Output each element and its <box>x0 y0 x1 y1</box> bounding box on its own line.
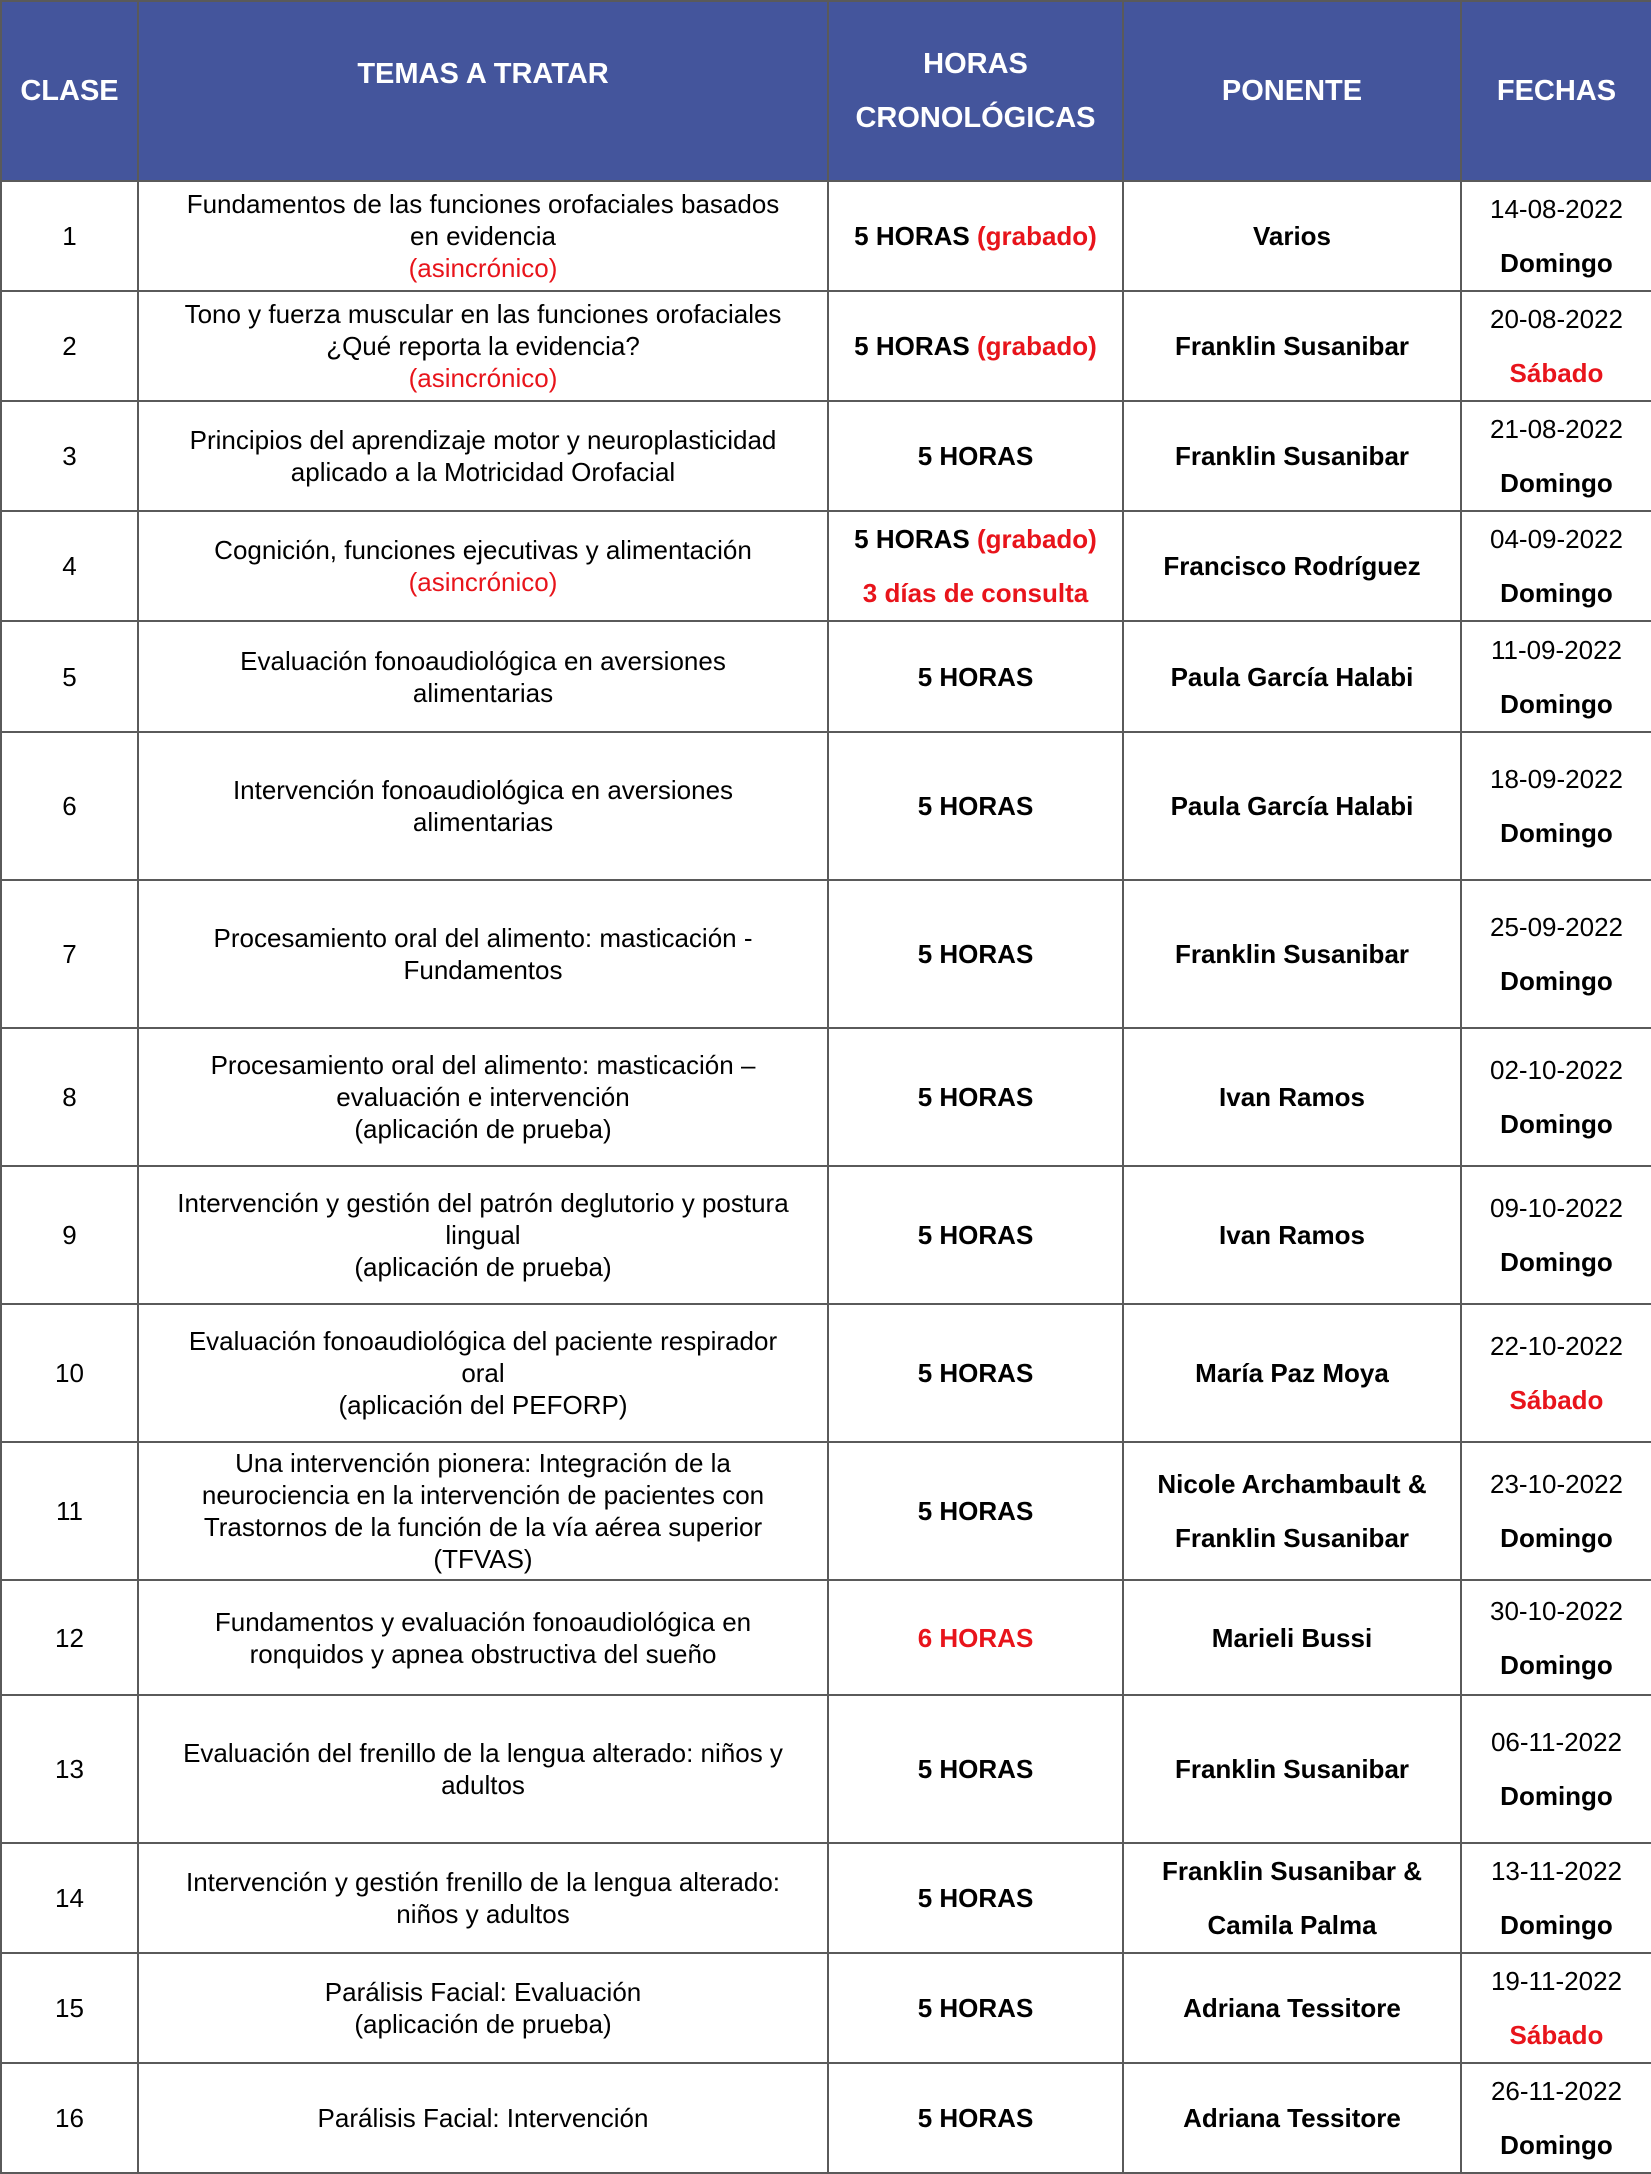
day-name: Domingo <box>1500 578 1613 608</box>
date-cell <box>1461 291 1651 401</box>
hours-cell <box>828 1843 1123 1953</box>
speaker-cell <box>1123 2063 1461 2173</box>
clase-number-cell: 9 <box>1 1166 138 1304</box>
speaker-name: Franklin Susanibar <box>1174 1523 1410 1553</box>
speaker-name: Franklin Susanibar <box>1174 331 1410 361</box>
topic-cell <box>138 401 828 511</box>
day-name: Domingo <box>1500 468 1613 498</box>
topic-line: Principios del aprendizaje motor y neuroplasticidad <box>189 425 777 455</box>
hours-value: 6 HORAS <box>917 1622 1034 1653</box>
hours-value: 5 HORAS <box>917 441 1034 471</box>
date-value: 30-10-2022 <box>1490 1595 1623 1626</box>
hours-note-grabado: (grabado) <box>976 331 1097 361</box>
speaker-name: Ivan Ramos <box>1219 1220 1365 1250</box>
clase-number-cell: 1 <box>1 181 138 291</box>
table-row <box>1 880 1651 1028</box>
speaker-cell <box>1123 1580 1461 1695</box>
speaker-cell <box>1123 1442 1461 1580</box>
speaker-name: Franklin Susanibar & <box>1161 1856 1423 1886</box>
table-row <box>1 621 1651 732</box>
topic-cell <box>138 291 828 401</box>
speaker-name: María Paz Moya <box>1195 1358 1389 1388</box>
day-name: Domingo <box>1500 688 1613 719</box>
topic-line: alimentarias <box>412 807 554 837</box>
topic-line: ¿Qué reporta la evidencia? <box>326 331 640 361</box>
hours-value: 5 HORAS <box>917 791 1034 821</box>
topic-line: Parálisis Facial: Intervención <box>317 2103 649 2133</box>
header-horas-line1: HORAS <box>923 48 1028 80</box>
header-temas: TEMAS A TRATAR <box>138 1 828 181</box>
speaker-cell <box>1123 1028 1461 1166</box>
header-horas-line2: CRONOLÓGICAS <box>855 102 1096 134</box>
table-row <box>1 511 1651 621</box>
topic-line: adultos <box>441 1770 525 1800</box>
hours-cell <box>828 1166 1123 1304</box>
topic-line: (aplicación de prueba) <box>354 1252 612 1282</box>
topic-line: Tono y fuerza muscular en las funciones orofaciales <box>184 299 782 329</box>
day-name: Domingo <box>1500 818 1613 848</box>
hours-extra-consulta: 3 días de consulta <box>862 578 1089 608</box>
date-cell <box>1461 2063 1651 2173</box>
speaker-cell <box>1123 1843 1461 1953</box>
topic-cell <box>138 1304 828 1442</box>
hours-line <box>841 2091 1110 2145</box>
speaker-name: Francisco Rodríguez <box>1163 551 1421 581</box>
date-cell <box>1461 880 1651 1028</box>
topic-line: alimentarias <box>412 677 554 708</box>
hours-cell <box>828 2063 1123 2173</box>
topic-note-asincronico: (asincrónico) <box>408 363 558 393</box>
topic-line: (TFVAS) <box>433 1544 533 1574</box>
date-value: 19-11-2022 <box>1490 1966 1623 1996</box>
hours-cell <box>828 621 1123 732</box>
table-row <box>1 1028 1651 1166</box>
topic-cell <box>138 1843 828 1953</box>
topic-line: aplicado a la Motricidad Orofacial <box>290 457 676 487</box>
hours-cell <box>828 1580 1123 1695</box>
day-name: Domingo <box>1500 2130 1613 2160</box>
topic-line: (aplicación de prueba) <box>354 1114 612 1144</box>
clase-number-cell: 14 <box>1 1843 138 1953</box>
topic-cell <box>138 1166 828 1304</box>
topic-line: Procesamiento oral del alimento: masticación - <box>213 923 753 953</box>
hours-value: 5 HORAS <box>854 524 970 554</box>
speaker-cell <box>1123 1304 1461 1442</box>
hours-value: 5 HORAS <box>917 1082 1034 1112</box>
date-cell <box>1461 181 1651 291</box>
clase-number-cell: 5 <box>1 621 138 732</box>
date-cell <box>1461 1442 1651 1580</box>
topic-line: lingual <box>445 1220 521 1250</box>
day-name: Domingo <box>1500 1910 1613 1940</box>
topic-line: Fundamentos y evaluación fonoaudiológica en <box>214 1606 752 1637</box>
hours-value: 5 HORAS <box>917 2103 1034 2133</box>
topic-line: (aplicación de prueba) <box>354 2009 612 2039</box>
hours-line <box>841 1611 1110 1665</box>
topic-line: Procesamiento oral del alimento: masticación – <box>210 1050 756 1080</box>
clase-number-cell: 2 <box>1 291 138 401</box>
date-cell <box>1461 732 1651 880</box>
topic-line: Evaluación fonoaudiológica en aversiones <box>240 645 726 676</box>
topic-line: Intervención y gestión del patrón deglutorio y postura <box>177 1188 789 1218</box>
clase-number-cell: 12 <box>1 1580 138 1695</box>
date-value: 26-11-2022 <box>1490 2076 1623 2106</box>
topic-line: Intervención y gestión frenillo de la lengua alterado: <box>185 1867 781 1897</box>
hours-line <box>841 650 1110 704</box>
table-row <box>1 732 1651 880</box>
table-row <box>1 1695 1651 1843</box>
clase-number-cell: 3 <box>1 401 138 511</box>
table-row <box>1 1442 1651 1580</box>
day-name: Sábado <box>1509 358 1604 388</box>
day-name: Domingo <box>1500 1649 1613 1680</box>
topic-line: (aplicación del PEFORP) <box>338 1390 628 1420</box>
topic-line: Evaluación fonoaudiológica del paciente respirador <box>188 1326 778 1356</box>
date-cell <box>1461 621 1651 732</box>
clase-number-cell: 10 <box>1 1304 138 1442</box>
hours-value: 5 HORAS <box>917 1883 1034 1913</box>
day-name: Sábado <box>1509 2020 1604 2050</box>
hours-line <box>841 319 1110 373</box>
hours-note-grabado: (grabado) <box>976 221 1097 251</box>
hours-cell <box>828 401 1123 511</box>
speaker-name: Adriana Tessitore <box>1183 1993 1401 2023</box>
hours-cell <box>828 1442 1123 1580</box>
hours-value: 5 HORAS <box>854 221 970 251</box>
speaker-name: Paula García Halabi <box>1170 791 1414 821</box>
clase-number-cell: 6 <box>1 732 138 880</box>
date-cell <box>1461 1166 1651 1304</box>
header-clase: CLASE <box>1 1 138 181</box>
speaker-name: Franklin Susanibar <box>1174 939 1410 969</box>
topic-cell <box>138 511 828 621</box>
hours-line <box>841 1346 1110 1400</box>
date-value: 11-09-2022 <box>1490 634 1623 665</box>
date-value: 21-08-2022 <box>1490 414 1623 444</box>
clase-number-cell: 11 <box>1 1442 138 1580</box>
topic-line: oral <box>461 1358 505 1388</box>
table-row <box>1 1843 1651 1953</box>
speaker-name: Marieli Bussi <box>1211 1622 1373 1653</box>
topic-line: Fundamentos <box>403 955 563 985</box>
hours-line <box>841 1208 1110 1262</box>
day-name: Domingo <box>1500 1247 1613 1277</box>
hours-cell <box>828 1304 1123 1442</box>
day-name: Domingo <box>1500 1781 1613 1811</box>
date-value: 02-10-2022 <box>1490 1055 1623 1085</box>
topic-cell <box>138 1580 828 1695</box>
clase-number-cell: 16 <box>1 2063 138 2173</box>
topic-line: Trastornos de la función de la vía aérea superior <box>203 1512 763 1542</box>
table-row <box>1 1166 1651 1304</box>
clase-number-cell: 8 <box>1 1028 138 1166</box>
topic-line: Cognición, funciones ejecutivas y alimentación <box>214 535 752 565</box>
day-name: Domingo <box>1500 966 1613 996</box>
speaker-name: Camila Palma <box>1207 1910 1377 1940</box>
hours-value: 5 HORAS <box>917 1754 1034 1784</box>
clase-number-cell: 13 <box>1 1695 138 1843</box>
date-value: 09-10-2022 <box>1490 1193 1623 1223</box>
date-value: 23-10-2022 <box>1490 1469 1623 1499</box>
speaker-cell <box>1123 1166 1461 1304</box>
topic-note-asincronico: (asincrónico) <box>408 567 558 597</box>
table-row <box>1 1580 1651 1695</box>
hours-line <box>841 1981 1110 2035</box>
date-value: 06-11-2022 <box>1490 1727 1623 1757</box>
date-value: 18-09-2022 <box>1490 764 1623 794</box>
day-name: Domingo <box>1500 1523 1613 1553</box>
table-row <box>1 1953 1651 2063</box>
topic-cell <box>138 1953 828 2063</box>
topic-cell <box>138 2063 828 2173</box>
hours-value: 5 HORAS <box>917 1220 1034 1250</box>
clase-number-cell: 7 <box>1 880 138 1028</box>
hours-cell <box>828 181 1123 291</box>
date-cell <box>1461 401 1651 511</box>
topic-line: evaluación e intervención <box>336 1082 630 1112</box>
date-cell <box>1461 1304 1651 1442</box>
topic-note-asincronico: (asincrónico) <box>408 253 558 283</box>
clase-number-cell: 4 <box>1 511 138 621</box>
speaker-cell <box>1123 880 1461 1028</box>
topic-line: ronquidos y apnea obstructiva del sueño <box>249 1638 717 1669</box>
date-cell <box>1461 1695 1651 1843</box>
hours-value: 5 HORAS <box>917 1358 1034 1388</box>
date-cell <box>1461 1028 1651 1166</box>
day-name: Sábado <box>1509 1385 1604 1415</box>
speaker-cell <box>1123 181 1461 291</box>
date-cell <box>1461 511 1651 621</box>
table-row <box>1 291 1651 401</box>
date-cell <box>1461 1843 1651 1953</box>
date-cell <box>1461 1580 1651 1695</box>
topic-cell <box>138 181 828 291</box>
hours-line <box>841 1871 1110 1925</box>
topic-cell <box>138 621 828 732</box>
hours-value: 5 HORAS <box>854 331 970 361</box>
hours-value: 5 HORAS <box>917 939 1034 969</box>
speaker-cell <box>1123 621 1461 732</box>
hours-cell <box>828 880 1123 1028</box>
topic-cell <box>138 732 828 880</box>
speaker-name: Franklin Susanibar <box>1174 1754 1410 1784</box>
date-value: 25-09-2022 <box>1490 912 1623 942</box>
topic-line: niños y adultos <box>396 1899 570 1929</box>
date-value: 04-09-2022 <box>1490 524 1623 554</box>
hours-line <box>841 209 1110 263</box>
hours-line <box>841 429 1110 483</box>
topic-line: neurociencia en la intervención de pacientes con <box>201 1480 765 1510</box>
day-name: Domingo <box>1500 248 1613 278</box>
topic-cell <box>138 1695 828 1843</box>
hours-cell <box>828 1028 1123 1166</box>
topic-cell <box>138 880 828 1028</box>
topic-cell <box>138 1442 828 1580</box>
hours-note-grabado: (grabado) <box>976 524 1097 554</box>
topic-line: en evidencia <box>410 221 556 251</box>
hours-cell <box>828 1695 1123 1843</box>
header-row <box>1 1 1651 181</box>
speaker-name: Varios <box>1252 221 1332 251</box>
speaker-cell <box>1123 1953 1461 2063</box>
hours-line <box>841 512 1110 566</box>
hours-line <box>841 927 1110 981</box>
hours-value: 5 HORAS <box>917 1993 1034 2023</box>
date-cell <box>1461 1953 1651 2063</box>
hours-cell <box>828 732 1123 880</box>
date-value: 20-08-2022 <box>1490 304 1623 334</box>
table-row <box>1 401 1651 511</box>
header-horas <box>828 1 1123 181</box>
day-name: Domingo <box>1500 1109 1613 1139</box>
hours-line <box>841 1742 1110 1796</box>
speaker-name: Ivan Ramos <box>1219 1082 1365 1112</box>
hours-value: 5 HORAS <box>917 1496 1034 1526</box>
topic-line: Intervención fonoaudiológica en aversiones <box>232 775 734 805</box>
table-row <box>1 181 1651 291</box>
speaker-cell <box>1123 732 1461 880</box>
hours-value: 5 HORAS <box>917 661 1034 692</box>
topic-line: Parálisis Facial: Evaluación <box>324 1977 642 2007</box>
topic-line: Fundamentos de las funciones orofaciales basados <box>186 189 780 219</box>
header-ponente: PONENTE <box>1123 1 1461 181</box>
date-value: 22-10-2022 <box>1490 1331 1623 1361</box>
date-value: 14-08-2022 <box>1490 194 1623 224</box>
speaker-cell <box>1123 1695 1461 1843</box>
topic-line: Evaluación del frenillo de la lengua alterado: niños y <box>183 1738 783 1768</box>
speaker-name: Paula García Halabi <box>1170 661 1414 692</box>
hours-cell <box>828 1953 1123 2063</box>
date-value: 13-11-2022 <box>1490 1856 1623 1886</box>
speaker-name: Nicole Archambault & <box>1157 1469 1427 1499</box>
hours-line <box>841 779 1110 833</box>
topic-line: Una intervención pionera: Integración de la <box>235 1448 731 1478</box>
speaker-name: Franklin Susanibar <box>1174 441 1410 471</box>
table-row <box>1 1304 1651 1442</box>
speaker-cell <box>1123 291 1461 401</box>
header-fechas: FECHAS <box>1461 1 1651 181</box>
speaker-name: Adriana Tessitore <box>1183 2103 1401 2133</box>
hours-cell <box>828 291 1123 401</box>
hours-line <box>841 1484 1110 1538</box>
speaker-cell <box>1123 401 1461 511</box>
clase-number-cell: 15 <box>1 1953 138 2063</box>
table-row <box>1 2063 1651 2173</box>
topic-cell <box>138 1028 828 1166</box>
hours-line <box>841 1070 1110 1124</box>
speaker-cell <box>1123 511 1461 621</box>
hours-cell <box>828 511 1123 621</box>
